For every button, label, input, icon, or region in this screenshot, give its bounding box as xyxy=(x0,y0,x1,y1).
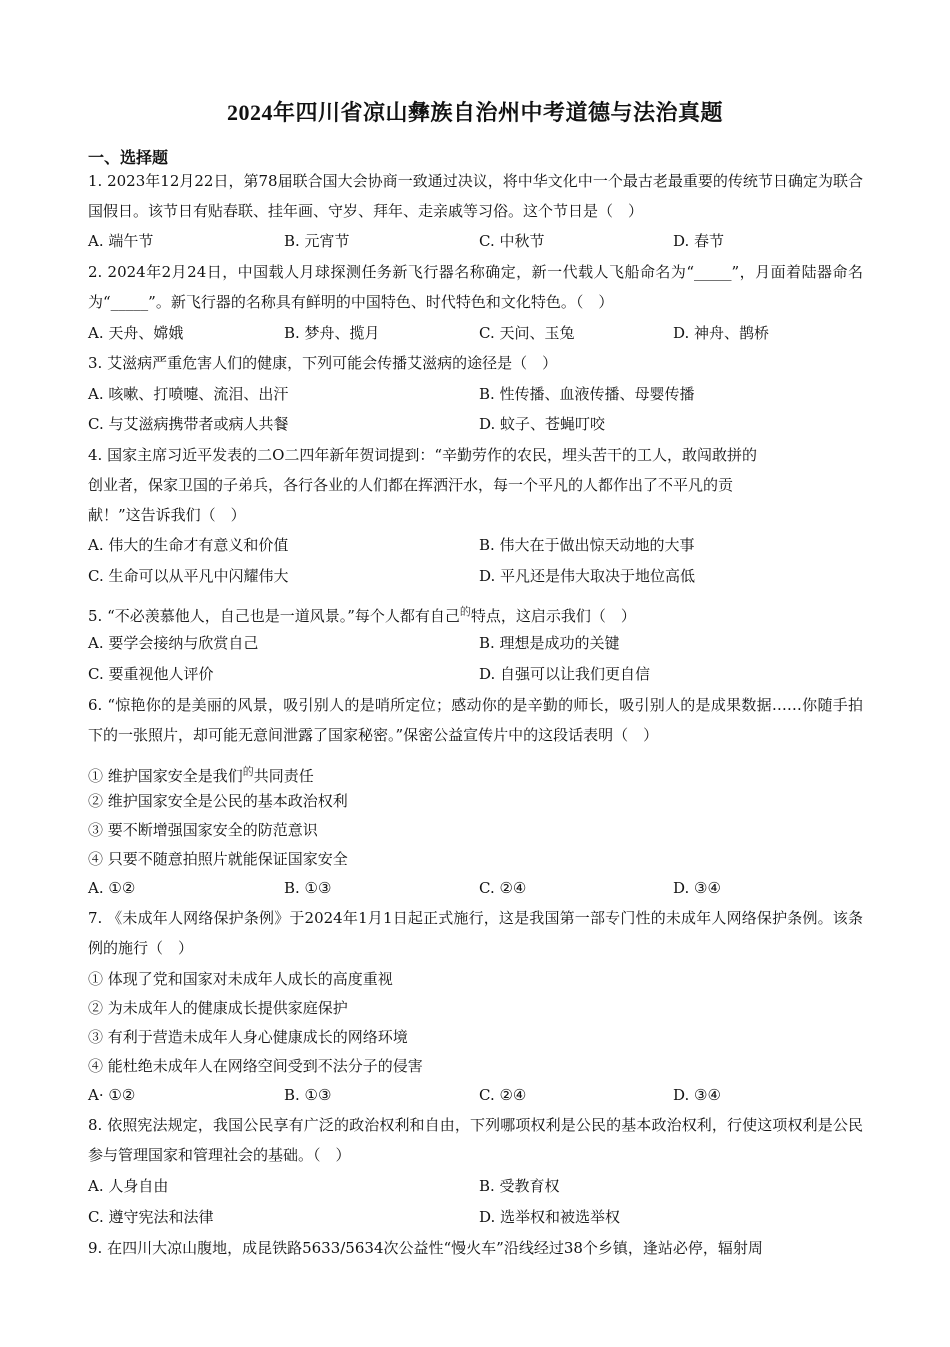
stem-text: 5. “不必羡慕他人，自己也是一道风景。”每个人都有自己 xyxy=(88,607,460,625)
question-5-options-row1 xyxy=(88,628,868,658)
option-c: C. 天问、玉兔 xyxy=(479,324,575,342)
question-6-stem: 6. “惊艳你的是美丽的风景，吸引别人的是哨所定位；感动你的是辛勤的师长，吸引别人的是成果数据……你随手拍下的一张照片，却可能无意间泄露了国家秘密。”保密公益宣传片中的这段话表明（ ） xyxy=(88,696,863,744)
option-d: D. 选举权和被选举权 xyxy=(479,1208,621,1226)
option-b: B. 伟大在于做出惊天动地的大事 xyxy=(479,536,695,554)
question-4-options-row1 xyxy=(88,530,868,560)
statement-text: ① 维护国家安全是我们 xyxy=(88,767,243,785)
option-d: D. 自强可以让我们更自信 xyxy=(479,665,651,683)
option-c: C. ②④ xyxy=(479,1086,527,1104)
question-4-options-row2 xyxy=(88,561,868,591)
question-8-options-row2 xyxy=(88,1202,868,1232)
option-c: C. 中秋节 xyxy=(479,232,545,250)
question-7-statement-3: ③ 有利于营造未成年人身心健康成长的网络环境 xyxy=(88,1028,408,1046)
question-9-stem: 9. 在四川大凉山腹地，成昆铁路5633/5634次公益性“慢火车”沿线经过38个乡镇，逢站必停，辐射周 xyxy=(88,1239,763,1257)
question-6-statement-4: ④ 只要不随意拍照片就能保证国家安全 xyxy=(88,850,348,868)
question-2-options xyxy=(88,318,868,348)
option-b: B. 受教育权 xyxy=(479,1177,560,1195)
option-d: D. ③④ xyxy=(673,879,721,897)
option-d: D. 神舟、鹊桥 xyxy=(673,324,770,342)
option-d: D. 蚊子、苍蝇叮咬 xyxy=(479,415,606,433)
question-1-stem: 1. 2023年12月22日，第78届联合国大会协商一致通过决议，将中华文化中一个最古老最重要的传统节日确定为联合国假日。该节日有贴春联、挂年画、守岁、拜年、走亲戚等习俗。这个节日是（ ） xyxy=(88,172,863,220)
question-3-options-row1 xyxy=(88,379,868,409)
statement-text: 共同责任 xyxy=(253,767,314,785)
question-5-options-row2 xyxy=(88,659,868,689)
page-title: 2024年四川省凉山彝族自治州中考道德与法治真题 xyxy=(226,100,723,125)
question-4-stem-line-2: 创业者，保家卫国的子弟兵，各行各业的人们都在挥洒汗水，每一个平凡的人都作出了不平凡的贡 xyxy=(88,476,734,494)
option-b: B. ①③ xyxy=(284,1086,332,1104)
question-3-options-row2 xyxy=(88,409,868,439)
question-4-stem-line-1: 4. 国家主席习近平发表的二O二四年新年贺词提到：“辛勤劳作的农民，埋头苦干的工人，敢闯敢拼的 xyxy=(88,446,758,464)
question-6-statement-2: ② 维护国家安全是公民的基本政治权利 xyxy=(88,792,348,810)
option-c: C. 遵守宪法和法律 xyxy=(88,1208,214,1226)
question-6-options xyxy=(88,873,868,903)
option-a: A. 端午节 xyxy=(88,232,154,250)
option-b: B. 元宵节 xyxy=(284,232,350,250)
option-b: B. 理想是成功的关键 xyxy=(479,634,620,652)
option-a: A. 天舟、嫦娥 xyxy=(88,324,184,342)
option-c: C. 要重视他人评价 xyxy=(88,665,214,683)
question-6-statement-3: ③ 要不断增强国家安全的防范意识 xyxy=(88,821,318,839)
option-c: C. ②④ xyxy=(479,879,527,897)
question-7-statement-2: ② 为未成年人的健康成长提供家庭保护 xyxy=(88,999,348,1017)
question-2-stem: 2. 2024年2月24日，中国载人月球探测任务新飞行器名称确定，新一代载人飞船命名为“_____”，月面着陆器命名为“_____”。新飞行器的名称具有鲜明的中国特色、时代特色和文化特色。（ ） xyxy=(88,263,863,311)
question-7-options xyxy=(88,1080,868,1110)
option-a: A. 人身自由 xyxy=(88,1177,169,1195)
option-a: A· ①② xyxy=(88,1086,136,1104)
option-b: B. 梦舟、揽月 xyxy=(284,324,380,342)
question-7-statement-1: ① 体现了党和国家对未成年人成长的高度重视 xyxy=(88,970,393,988)
stray-character: 的 xyxy=(242,765,254,778)
question-8-options-row1 xyxy=(88,1171,868,1201)
option-d: D. ③④ xyxy=(673,1086,721,1104)
question-4-stem-line-3: 献！”这告诉我们（ ） xyxy=(88,506,246,524)
option-a: A. 要学会接纳与欣赏自己 xyxy=(88,634,259,652)
question-3-stem: 3. 艾滋病严重危害人们的健康，下列可能会传播艾滋病的途径是（ ） xyxy=(88,354,558,372)
option-d: D. 平凡还是伟大取决于地位高低 xyxy=(479,567,696,585)
question-8-stem: 8. 依照宪法规定，我国公民享有广泛的政治权利和自由，下列哪项权利是公民的基本政治权利，行使这项权利是公民参与管理国家和管理社会的基础。（ ） xyxy=(88,1116,863,1164)
option-c: C. 生命可以从平凡中闪耀伟大 xyxy=(88,567,289,585)
stray-character: 的 xyxy=(459,605,471,618)
question-7-stem: 7. 《未成年人网络保护条例》于2024年1月1日起正式施行，这是我国第一部专门性的未成年人网络保护条例。该条例的施行（ ） xyxy=(88,909,863,957)
option-c: C. 与艾滋病携带者或病人共餐 xyxy=(88,415,289,433)
option-a: A. ①② xyxy=(88,879,136,897)
question-7-statement-4: ④ 能杜绝未成年人在网络空间受到不法分子的侵害 xyxy=(88,1057,423,1075)
option-b: B. ①③ xyxy=(284,879,332,897)
option-b: B. 性传播、血液传播、母婴传播 xyxy=(479,385,695,403)
section-heading: 一、选择题 xyxy=(88,148,169,167)
stem-text: 特点，这启示我们（ ） xyxy=(470,607,636,625)
question-1-options xyxy=(88,226,868,256)
question-5-stem xyxy=(88,597,636,631)
option-a: A. 伟大的生命才有意义和价值 xyxy=(88,536,289,554)
option-d: D. 春节 xyxy=(673,232,725,250)
option-a: A. 咳嗽、打喷嚏、流泪、出汗 xyxy=(88,385,289,403)
